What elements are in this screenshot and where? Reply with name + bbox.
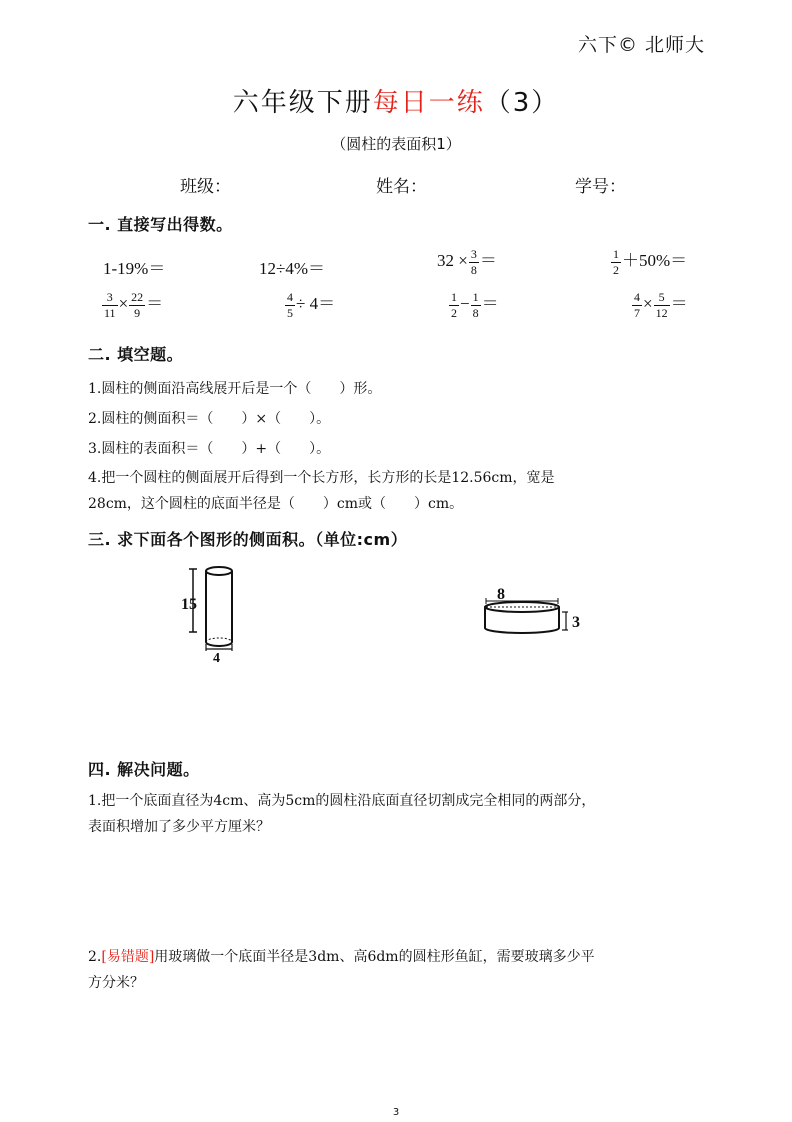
title-red: 每日一练 — [372, 88, 485, 118]
diameter-label: 4 — [213, 651, 220, 665]
height-label: 3 — [572, 614, 580, 631]
student-id-label: 学号： — [575, 177, 626, 197]
section2-heading: 二. 填空题。 — [88, 345, 184, 364]
section3-heading: 三. 求下面各个图形的侧面积。（单位:cm） — [88, 530, 408, 549]
fraction: $\frac{1}{8}$ — [472, 289, 479, 320]
title-main: 六年级下册 — [232, 88, 373, 118]
calc-r2-p2: $\frac{4}{5}$ ÷ 4＝ — [287, 289, 336, 320]
diameter-label: 8 — [497, 586, 505, 603]
fill-q2: 2.圆柱的侧面积＝（ ）×（ ）。 — [88, 411, 331, 427]
class-label: 班级： — [180, 177, 231, 197]
calc-r2-p1: $\frac{3}{11}$ × $\frac{22}{9}$ ＝ — [104, 289, 164, 320]
fraction: $\frac{22}{9}$ — [131, 289, 144, 320]
calc-r1-p2: 12÷4%＝ — [259, 259, 325, 278]
fraction: $\frac{4}{5}$ — [287, 289, 293, 320]
header-tag: 六下© 北师大 — [578, 34, 706, 56]
problem-q2-line2: 方分米？ — [88, 975, 144, 991]
fraction: $\frac{5}{12}$ — [655, 289, 668, 320]
calc-r2-p3: $\frac{1}{2}$ − $\frac{1}{8}$ ＝ — [451, 289, 499, 320]
fraction: $\frac{3}{8}$ — [470, 246, 477, 277]
calc-r1-p4: $\frac{1}{2}$ ＋50%＝ — [613, 246, 688, 277]
calc-r2-p4: $\frac{4}{7}$ × $\frac{5}{12}$ ＝ — [634, 289, 688, 320]
name-label: 姓名： — [376, 177, 427, 197]
calc-r1-p1: 1-19%＝ — [103, 259, 166, 278]
page-title — [0, 82, 792, 119]
fraction: $\frac{3}{11}$ — [104, 289, 116, 320]
height-label: 15 — [181, 596, 197, 613]
title-suffix: （3） — [484, 88, 560, 118]
fill-q4-line1: 4.把一个圆柱的侧面展开后得到一个长方形，长方形的长是12.56cm，宽是 — [88, 470, 555, 486]
fraction: $\frac{4}{7}$ — [634, 289, 640, 320]
fill-q3: 3.圆柱的表面积＝（ ）+（ ）。 — [88, 441, 331, 457]
section1-heading: 一. 直接写出得数。 — [88, 215, 233, 234]
fraction: $\frac{1}{2}$ — [451, 289, 457, 320]
page-number: 3 — [392, 1107, 400, 1118]
section4-heading: 四. 解决问题。 — [88, 760, 200, 779]
problem-q2-line1: 2.[易错题]用玻璃做一个底面半径是3dm、高6dm的圆柱形鱼缸，需要玻璃多少平 — [88, 949, 595, 965]
calc-r1-p3: 32 × $\frac{3}{8}$ ＝ — [437, 246, 497, 277]
problem-q1-line2: 表面积增加了多少平方厘米？ — [88, 819, 270, 835]
short-cylinder-figure — [476, 586, 588, 640]
fraction: $\frac{1}{2}$ — [613, 246, 619, 277]
fill-q4-line2: 28cm，这个圆柱的底面半径是（ ）cm或（ ）cm。 — [88, 496, 464, 512]
page-subtitle: （圆柱的表面积1） — [331, 135, 461, 153]
fill-q1: 1.圆柱的侧面沿高线展开后是一个（ ）形。 — [88, 381, 382, 397]
error-prone-tag: [易错题] — [101, 949, 155, 965]
problem-q1-line1: 1.把一个底面直径为4cm、高为5cm的圆柱沿底面直径切割成完全相同的两部分， — [88, 793, 596, 809]
tall-cylinder-figure — [180, 560, 260, 665]
